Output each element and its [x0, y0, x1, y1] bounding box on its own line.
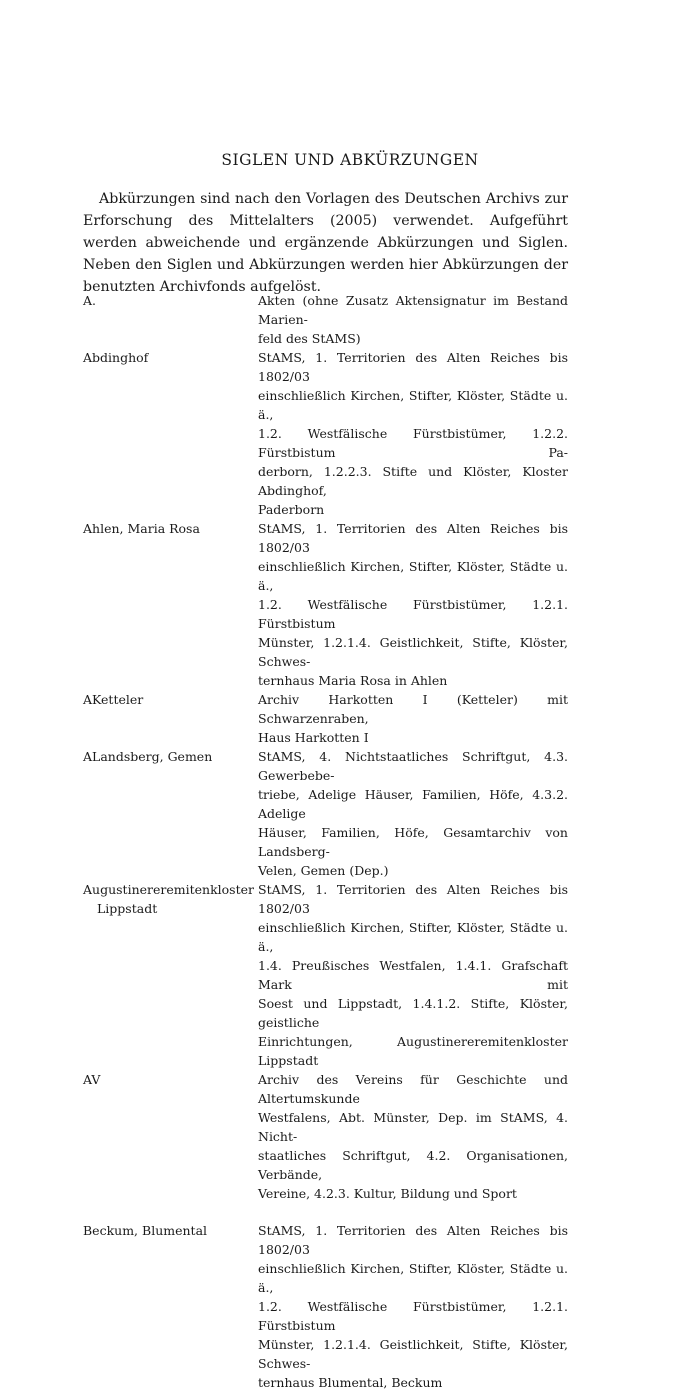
abbreviation-entry [83, 1070, 568, 1203]
description-line: Haus Harkotten I [258, 730, 369, 745]
abbreviation-description [258, 747, 568, 880]
abbreviation-entry [83, 519, 568, 690]
description-line: Archiv Harkotten I (Ketteler) mit Schwarzenraben, [258, 692, 568, 726]
description-line: Westfalens, Abt. Münster, Dep. im StAMS, 4. Nicht- [258, 1110, 568, 1144]
abbreviation-term [83, 519, 258, 690]
abbreviation-description [258, 690, 568, 747]
description-line: StAMS, 1. Territorien des Alten Reiches bis 1802/03 [258, 521, 568, 555]
description-line: StAMS, 1. Territorien des Alten Reiches bis 1802/03 [258, 350, 568, 384]
description-line: einschließlich Kirchen, Stifter, Klöster, Städte u. ä., [258, 559, 568, 593]
abbreviation-entry [83, 690, 568, 747]
description-line: feld des StAMS) [258, 331, 361, 346]
description-line: einschließlich Kirchen, Stifter, Klöster, Städte u. ä., [258, 388, 568, 422]
description-line: staatliches Schriftgut, 4.2. Organisationen, Verbände, [258, 1148, 568, 1182]
description-line: ternhaus Blumental, Beckum [258, 1375, 443, 1390]
abbreviation-entry [83, 348, 568, 519]
description-line: Münster, 1.2.1.4. Geistlichkeit, Stifte, Klöster, Schwes- [258, 635, 568, 669]
description-line: StAMS, 1. Territorien des Alten Reiches bis 1802/03 [258, 1223, 568, 1257]
description-line: triebe, Adelige Häuser, Familien, Höfe, 4.3.2. Adelige [258, 787, 568, 821]
abbreviation-entry [83, 1221, 568, 1392]
description-line: Soest und Lippstadt, 1.4.1.2. Stifte, Klöster, geistliche [258, 996, 568, 1030]
abbreviation-term [83, 348, 258, 519]
intro-text: Abkürzungen sind nach den Vorlagen des Deutschen Archivs zur Erforschung des Mittelalters (2005) verwendet. Aufgeführt werden abweichende und ergänzende Abkürzungen und Siglen. Neben den Siglen und Abkürzungen werden hier Abkürzungen der benutzten Archivfonds aufgelöst. [83, 191, 568, 295]
term-line: Abdinghof [83, 350, 149, 365]
description-line: einschließlich Kirchen, Stifter, Klöster, Städte u. ä., [258, 1261, 568, 1295]
description-line: Einrichtungen, Augustinereremitenkloster Lippstadt [258, 1034, 568, 1068]
description-line: Akten (ohne Zusatz Aktensignatur im Bestand Marien- [258, 293, 568, 327]
term-line: A. [83, 293, 97, 308]
description-line: StAMS, 1. Territorien des Alten Reiches bis 1802/03 [258, 882, 568, 916]
abbreviation-description [258, 1221, 568, 1392]
description-line: Paderborn [258, 502, 325, 517]
abbreviation-term [83, 1070, 258, 1203]
description-line: derborn, 1.2.2.3. Stifte und Klöster, Kloster Abdinghof, [258, 464, 568, 498]
abbreviation-term [83, 747, 258, 880]
term-line: Beckum, Blumental [83, 1223, 208, 1238]
abbreviation-description [258, 348, 568, 519]
description-line: 1.2. Westfälische Fürstbistümer, 1.2.2. Fürstbistum Pa- [258, 426, 568, 460]
description-line: Vereine, 4.2.3. Kultur, Bildung und Sport [258, 1186, 517, 1201]
abbreviation-term [83, 1221, 258, 1392]
term-line: Augustinereremitenkloster [83, 882, 254, 897]
abbreviation-entry [83, 747, 568, 880]
abbreviation-description [258, 1070, 568, 1203]
term-line: Ahlen, Maria Rosa [83, 521, 200, 536]
abbreviation-term [83, 690, 258, 747]
description-line: Münster, 1.2.1.4. Geistlichkeit, Stifte, Klöster, Schwes- [258, 1337, 568, 1371]
abbreviation-term [83, 291, 258, 348]
abbreviation-term [83, 880, 258, 1070]
abbreviation-entry [83, 291, 568, 348]
term-line: Lippstadt [97, 901, 158, 916]
description-line: Häuser, Familien, Höfe, Gesamtarchiv von Landsberg- [258, 825, 568, 859]
description-line: 1.2. Westfälische Fürstbistümer, 1.2.1. Fürstbistum [258, 1299, 568, 1333]
description-line: StAMS, 4. Nichtstaatliches Schriftgut, 4.3. Gewerbebe- [258, 749, 568, 783]
intro-paragraph [83, 188, 568, 298]
description-line: Velen, Gemen (Dep.) [258, 863, 389, 878]
abbreviation-list [83, 291, 568, 1392]
term-line: AKetteler [83, 692, 144, 707]
description-line: 1.4. Preußisches Westfalen, 1.4.1. Grafschaft Mark mit [258, 958, 568, 992]
term-line: AV [83, 1072, 101, 1087]
abbreviation-description [258, 291, 568, 348]
page-title: SIGLEN UND ABKÜRZUNGEN [221, 151, 479, 169]
abbreviation-description [258, 880, 568, 1070]
description-line: Archiv des Vereins für Geschichte und Altertumskunde [258, 1072, 568, 1106]
term-line: ALandsberg, Gemen [83, 749, 213, 764]
description-line: 1.2. Westfälische Fürstbistümer, 1.2.1. Fürstbistum [258, 597, 568, 631]
abbreviation-entry [83, 880, 568, 1070]
description-line: ternhaus Maria Rosa in Ahlen [258, 673, 448, 688]
description-line: einschließlich Kirchen, Stifter, Klöster, Städte u. ä., [258, 920, 568, 954]
entry-spacer [83, 1203, 568, 1221]
abbreviation-description [258, 519, 568, 690]
